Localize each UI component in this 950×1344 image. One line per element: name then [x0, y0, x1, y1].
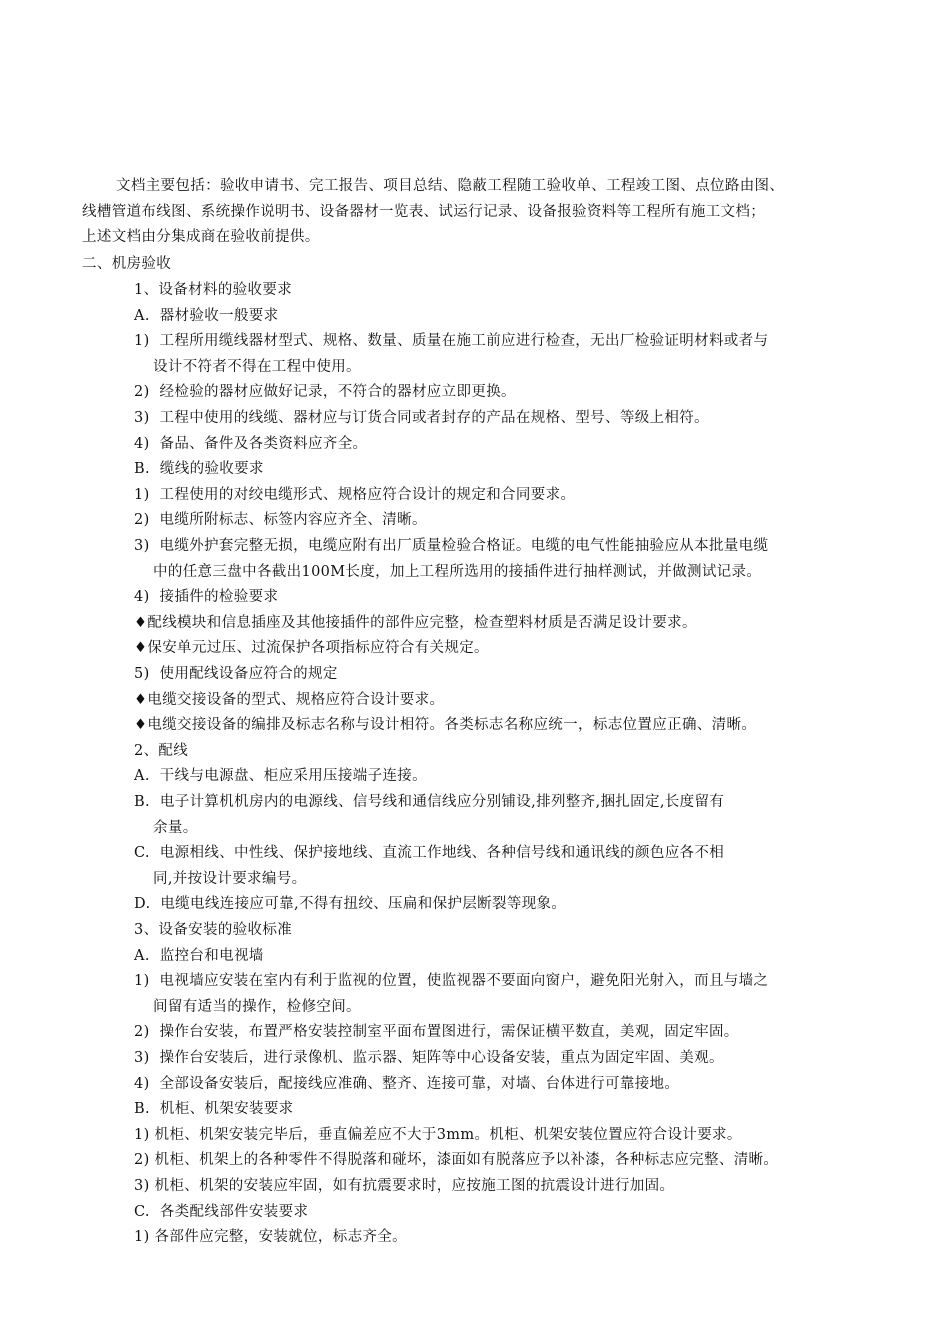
body-line-4: 设计不符者不得在工程中使用。	[153, 358, 361, 375]
body-line-13: 4) 接插件的检验要求	[134, 589, 279, 606]
body-line-17: ♦电缆交接设备的型式、规格应符合设计要求。	[134, 691, 445, 708]
body-line-15: ♦保安单元过压、过流保护各项指标应符合有关规定。	[134, 640, 489, 657]
body-line-28: 1) 电视墙应安装在室内有利于监视的位置，使监视器不要面向窗户，避免阳光射入，而且与墙之	[134, 973, 769, 990]
body-line-16: 5) 使用配线设备应符合的规定	[134, 666, 338, 682]
body-line-19: 2、配线	[134, 742, 189, 759]
body-line-5: 2) 经检验的器材应做好记录，不符合的器材应立即更换。	[134, 384, 516, 401]
body-line-6: 3) 工程中使用的线缆、器材应与订货合同或者封存的产品在规格、型号、等级上相符。	[134, 410, 709, 426]
body-line-7: 4) 备品、备件及各类资料应齐全。	[134, 435, 368, 452]
body-line-10: 2) 电缆所附标志、标签内容应齐全、清晰。	[134, 512, 427, 529]
body-line-31: 3) 操作台安装后，进行录像机、监示器、矩阵等中心设备安装，重点为固定牢固、美观。	[134, 1050, 724, 1066]
body-line-36: 3) 机柜、机架的安装应牢固，如有抗震要求时，应按施工图的抗震设计进行加固。	[134, 1178, 675, 1194]
body-line-38: 1) 各部件应完整，安装就位，标志齐全。	[134, 1229, 407, 1246]
body-line-12: 中的任意三盘中各截出100M长度，加上工程所选用的接插件进行抽样测试，并做测试记录。	[153, 563, 762, 580]
intro-line-1: 文档主要包括：验收申请书、完工报告、项目总结、隐蔽工程随工验收单、工程竣工图、点位路由图、	[116, 178, 785, 194]
body-line-25: D. 电缆电线连接应可靠,不得有扭绞、压扁和保护层断裂等现象。	[134, 896, 567, 913]
body-line-20: A. 干线与电源盘、柜应采用压接端子连接。	[134, 768, 427, 785]
body-line-2: A. 器材验收一般要求	[134, 307, 279, 324]
body-line-37: C. 各类配线部件安装要求	[134, 1203, 309, 1220]
intro-line-3: 上述文档由分集成商在验收前提供。	[82, 229, 320, 246]
body-line-33: B. 机柜、机架安装要求	[134, 1101, 294, 1118]
body-line-22: 余量。	[153, 819, 198, 836]
section-title: 二、机房验收	[82, 256, 172, 272]
body-line-14: ♦配线模块和信息插座及其他接插件的部件应完整，检查塑料材质是否满足设计要求。	[134, 614, 697, 631]
body-line-27: A. 监控台和电视墙	[134, 947, 264, 964]
body-line-21: B. 电子计算机机房内的电源线、信号线和通信线应分别铺设,排列整齐,捆扎固定,长度留有	[134, 794, 725, 810]
body-line-11: 3) 电缆外护套完整无损，电缆应附有出厂质量检验合格证。电缆的电气性能抽验应从本批量电缆	[134, 538, 769, 554]
body-line-23: C. 电源相线、中性线、保护接地线、直流工作地线、各种信号线和通讯线的颜色应各不相	[134, 845, 725, 862]
body-line-8: B. 缆线的验收要求	[134, 461, 264, 478]
body-line-32: 4) 全部设备安装后，配接线应准确、整齐、连接可靠，对墙、台体进行可靠接地。	[134, 1075, 680, 1092]
body-line-30: 2) 操作台安装，布置严格安装控制室平面布置图进行，需保证横平数直，美观，固定牢固。	[134, 1024, 739, 1041]
body-line-35: 2) 机柜、机架上的各种零件不得脱落和碰坏，漆面如有脱落应予以补漆，各种标志应完整、清晰。	[134, 1152, 779, 1169]
intro-line-2: 线槽管道布线图、系统操作说明书、设备器材一览表、试运行记录、设备报验资料等工程所有施工文档；	[82, 203, 766, 220]
body-line-18: ♦电缆交接设备的编排及标志名称与设计相符。各类标志名称应统一，标志位置应正确、清晰。	[134, 717, 757, 734]
body-line-26: 3、设备安装的验收标准	[134, 922, 293, 938]
body-line-3: 1) 工程所用缆线器材型式、规格、数量、质量在施工前应进行检查，无出厂检验证明材料或者与	[134, 333, 769, 350]
body-line-34: 1) 机柜、机架安装完毕后，垂直偏差应不大于3mm。机柜、机架安装位置应符合设计要求。	[134, 1126, 742, 1143]
body-line-24: 同,并按设计要求编号。	[153, 870, 307, 887]
body-line-29: 间留有适当的操作，检修空间。	[153, 998, 361, 1015]
intro-paragraph	[82, 174, 882, 251]
body-line-9: 1) 工程使用的对绞电缆形式、规格应符合设计的规定和合同要求。	[134, 486, 576, 503]
body-line-1: 1、设备材料的验收要求	[134, 282, 293, 298]
